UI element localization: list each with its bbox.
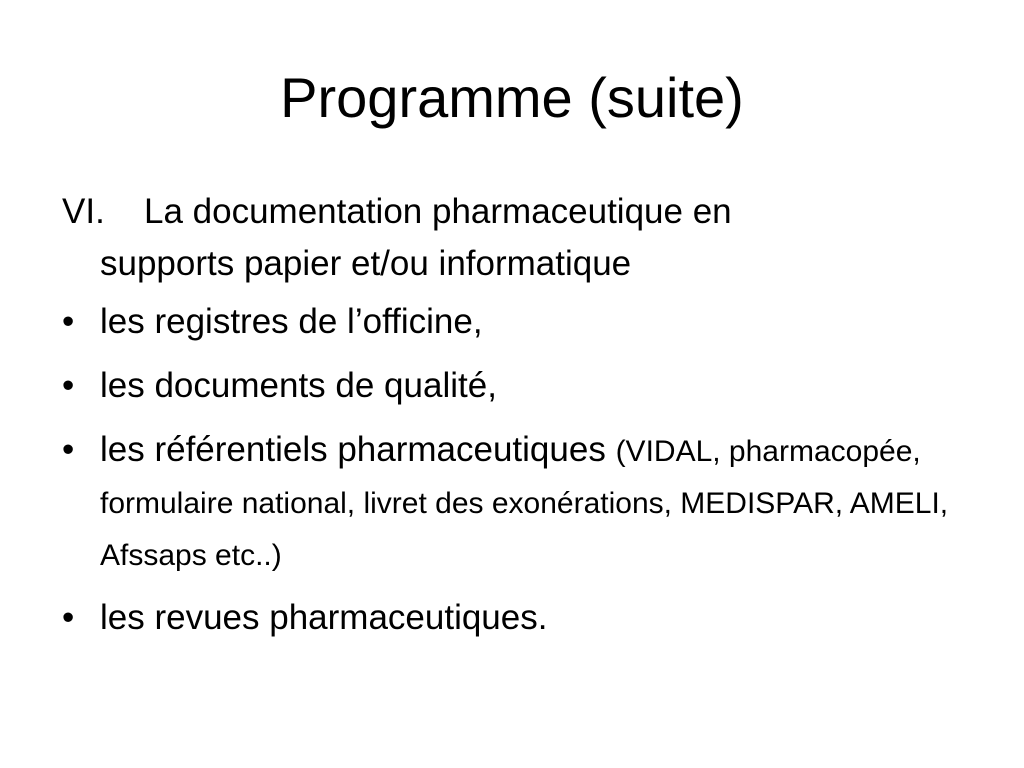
bullet-detail-text: (VIDAL, pharmacopée, formulaire national, livret des exonérations, MEDISPAR, AMELI, Afssaps etc..) [100,435,949,572]
list-item [62,592,952,644]
bullet-icon: • [62,302,75,341]
bullet-icon: • [62,430,75,469]
section-heading [62,186,952,290]
slide-title: Programme (suite) [280,66,744,129]
slide-body [62,186,952,656]
list-item [62,296,952,348]
bullet-text: les documents de qualité, [100,366,497,405]
bullet-icon: • [62,366,75,405]
section-text-line2: supports papier et/ou informatique [100,244,632,283]
bullet-list [62,296,952,644]
list-item [62,424,952,580]
bullet-text: les revues pharmaceutiques. [100,598,548,637]
section-text-line1: La documentation pharmaceutique en [144,192,732,231]
bullet-text: les registres de l’officine, [100,302,483,341]
list-item [62,360,952,412]
bullet-text: les référentiels pharmaceutiques [100,430,616,469]
section-number: VI. [62,192,105,231]
bullet-icon: • [62,598,75,637]
